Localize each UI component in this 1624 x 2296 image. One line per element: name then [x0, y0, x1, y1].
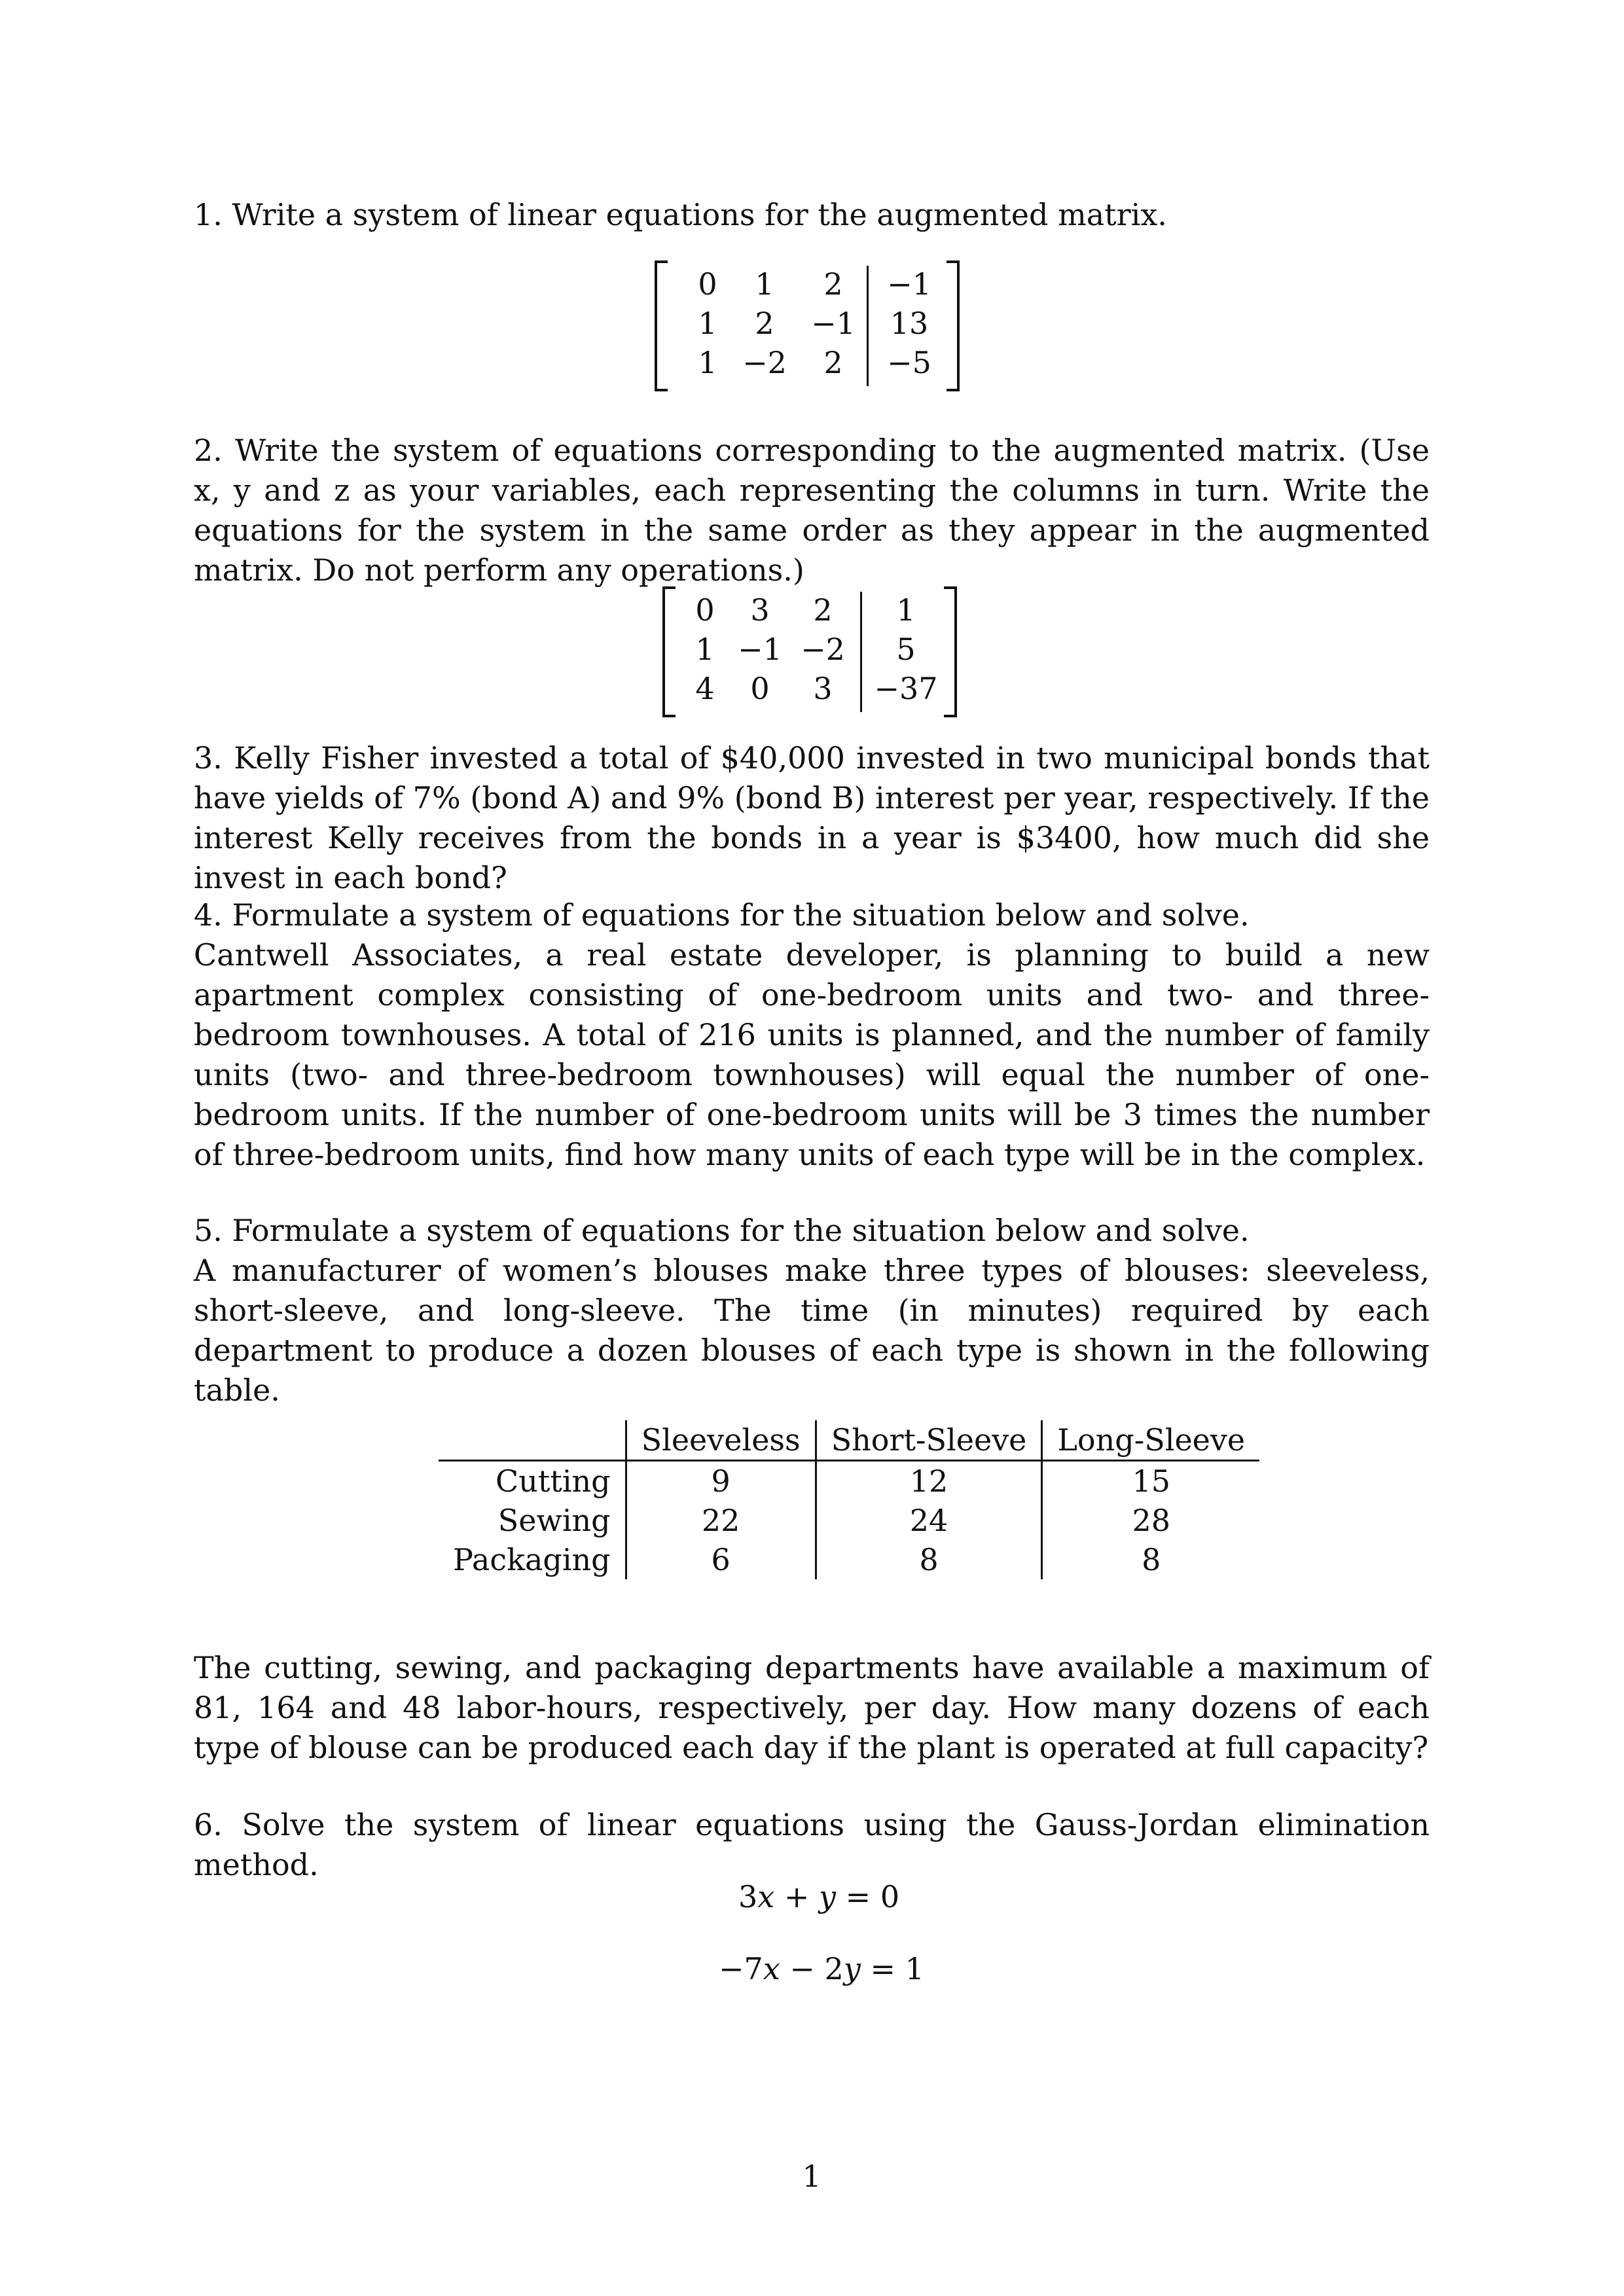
- table-header-cell: Sleeveless: [626, 1420, 816, 1461]
- matrix-cell: 1: [755, 266, 774, 302]
- augmented-matrix-1: [655, 260, 960, 391]
- table-cell: 22: [626, 1501, 816, 1540]
- table-header-cell: Long-Sleeve: [1042, 1420, 1259, 1461]
- question-5-continued: [194, 1648, 1430, 1768]
- eq2-var-x: x: [763, 1951, 780, 1986]
- eq1-var-y: y: [819, 1879, 837, 1914]
- question-6: [194, 1805, 1430, 1885]
- question-5: [194, 1211, 1430, 1410]
- matrix-cell: 3: [813, 671, 833, 706]
- question-2-text: 2. Write the system of equations corresponding to the augmented matrix. (Use x, y and z as your variables, each representing the columns in turn. Write the equations for the system in the same order as they appear in the augmented matrix. Do not perform any operations.): [194, 433, 1430, 588]
- matrix-cell: 0: [750, 671, 770, 706]
- table-header-row: [439, 1420, 1259, 1461]
- table-cell: 8: [816, 1540, 1042, 1579]
- matrix-cell: −2: [801, 632, 845, 667]
- matrix-cell: −2: [742, 345, 787, 380]
- matrix-cell: 1: [698, 306, 717, 341]
- equation-1: [738, 1877, 899, 1917]
- matrix-cell: 2: [813, 592, 833, 628]
- matrix-cell: 1: [896, 592, 916, 628]
- matrix-cell: 2: [823, 345, 843, 380]
- matrix-cell: −1: [738, 632, 782, 667]
- question-1: [194, 195, 1430, 235]
- eq2-var-y: y: [843, 1951, 861, 1986]
- matrix-cell: 2: [823, 266, 843, 302]
- table-cell: 24: [816, 1501, 1042, 1540]
- eq2-operator: − 2: [780, 1951, 844, 1986]
- matrix-cell: 1: [698, 345, 717, 380]
- matrix-cell: 13: [890, 306, 929, 341]
- question-4-intro: 4. Formulate a system of equations for the situation below and solve.: [194, 897, 1250, 933]
- matrix-cell: −1: [887, 266, 931, 302]
- matrix-cell: 5: [896, 632, 916, 667]
- question-1-text: 1. Write a system of linear equations for the augmented matrix.: [194, 197, 1167, 232]
- eq2-coefficient: −7: [719, 1951, 763, 1986]
- table-row-label: Packaging: [439, 1540, 626, 1579]
- matrix-cell: 3: [750, 592, 770, 628]
- matrix-cell: 0: [695, 592, 715, 628]
- table-row-label: Sewing: [439, 1501, 626, 1540]
- question-3: [194, 738, 1430, 898]
- equation-2: [719, 1949, 924, 1989]
- table-row: [439, 1540, 1259, 1579]
- matrix-cell: −1: [811, 306, 856, 341]
- matrix-cell: 4: [695, 671, 715, 706]
- matrix-augment-line: [867, 266, 869, 386]
- matrix-right-bracket: [947, 260, 960, 391]
- table-cell: 15: [1132, 1463, 1171, 1499]
- matrix-right-bracket: [944, 586, 957, 717]
- matrix-cell: 0: [698, 266, 717, 302]
- question-4-text: Cantwell Associates, a real estate developer, is planning to build a new apartment complex consisting of one-bedroom units and two- and three-bedroom townhouses. A total of 216 units is planned, and the number of family units (two- and three-bedroom townhouses) will equal the number of one-bedroom units. If the number of one-bedroom units will be 3 times the number of three-bedroom units, find how many units of each type will be in the complex.: [194, 937, 1430, 1172]
- page-number: 1: [802, 2159, 821, 2194]
- table-cell: 9: [626, 1461, 816, 1501]
- matrix-augment-line: [860, 592, 862, 712]
- table-row-label: Cutting: [439, 1461, 626, 1501]
- table-row: [439, 1501, 1259, 1540]
- matrix-cell: 1: [695, 632, 715, 667]
- matrix-cell: 2: [755, 306, 774, 341]
- matrix-cell: −5: [887, 345, 931, 380]
- augmented-matrix-2: [662, 586, 957, 717]
- table-cell: 12: [816, 1461, 1042, 1501]
- blouse-time-table: [439, 1420, 1259, 1579]
- table-cell: 8: [1142, 1542, 1161, 1577]
- table-header-cell: Short-Sleeve: [816, 1420, 1042, 1461]
- question-3-text: 3. Kelly Fisher invested a total of $40,000 invested in two municipal bonds that have yields of 7% (bond A) and 9% (bond B) interest per year, respectively. If the interest Kelly receives from the bonds in a year is $3400, how much did she invest in each bond?: [194, 740, 1430, 895]
- eq1-operator: +: [774, 1879, 820, 1914]
- matrix-cell: −37: [874, 671, 938, 706]
- table-row: [439, 1461, 1259, 1501]
- eq2-rhs: = 1: [860, 1951, 924, 1986]
- matrix-left-bracket: [662, 586, 676, 717]
- table-cell: 28: [1132, 1503, 1171, 1538]
- table-corner-cell: [439, 1420, 626, 1461]
- matrix-left-bracket: [655, 260, 668, 391]
- eq1-rhs: = 0: [836, 1879, 900, 1914]
- question-4: [194, 895, 1430, 1175]
- question-5-text: A manufacturer of women’s blouses make three types of blouses: sleeveless, short-sleeve, and long-sleeve. The time (in minutes) required by each department to produce a dozen blouses of each type is shown in the following table.: [194, 1253, 1430, 1408]
- question-5-after-text: The cutting, sewing, and packaging departments have available a maximum of 81, 164 and 48 labor-hours, respectively, per day. How many dozens of each type of blouse can be produced each day if the plant is operated at full capacity?: [194, 1650, 1430, 1765]
- question-2: [194, 431, 1430, 590]
- eq1-var-x: x: [757, 1879, 775, 1914]
- table-cell: 6: [626, 1540, 816, 1579]
- question-6-text: 6. Solve the system of linear equations using the Gauss-Jordan elimination method.: [194, 1807, 1430, 1882]
- question-5-intro: 5. Formulate a system of equations for the situation below and solve.: [194, 1213, 1250, 1248]
- eq1-coefficient: 3: [738, 1879, 758, 1914]
